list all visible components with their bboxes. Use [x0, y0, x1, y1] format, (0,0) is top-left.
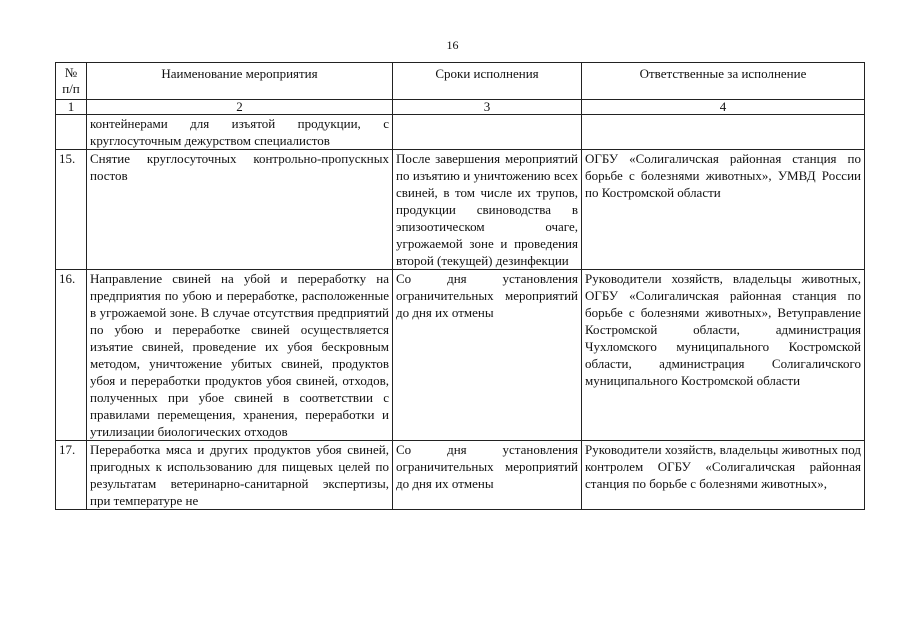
column-number: 4 [582, 100, 865, 115]
row-deadline: После завершения мероприятий по изъятию и уничтожению всех свиней, в том числе их трупов, продукции свиноводства в эпизоотическом очаге, угрожаемой зоне и проведения второй (текущей) дезинфекции [393, 150, 582, 270]
column-number: 3 [393, 100, 582, 115]
column-number: 2 [87, 100, 393, 115]
row-deadline [393, 115, 582, 150]
row-num: 15. [56, 150, 87, 270]
table-row [56, 115, 865, 150]
row-num: 16. [56, 270, 87, 441]
page-number: 16 [446, 38, 459, 52]
table-row [56, 150, 865, 270]
row-name: Направление свиней на убой и переработку на предприятия по убою и переработке, расположенные в угрожаемой зоне. В случае отсутствия предприятий по убою и переработке свиней осуществляется изъятие свиней, проведение их убоя бескровным методом, уничтожение убитых свиней, продуктов убоя и переработки продуктов убоя свиней, отходов, полученных при убое свиней в соответствии с правилами перемещения, хранения, переработки и утилизации биологических отходов [87, 270, 393, 441]
column-numbers-row [56, 100, 865, 115]
row-name: Снятие круглосуточных контрольно-пропускных постов [87, 150, 393, 270]
header-responsible: Ответственные за исполнение [582, 63, 865, 100]
header-name: Наименование мероприятия [87, 63, 393, 100]
row-name: Переработка мяса и других продуктов убоя свиней, пригодных к использованию для пищевых целей по результатам ветеринарно-санитарной экспертизы, при температуре не [87, 441, 393, 510]
row-responsible: Руководители хозяйств, владельцы животных, ОГБУ «Солигаличская районная станция по борьбе с болезнями животных», Ветуправление Костромской области, администрация Чухломского муниципального Костромской области, администрация Солигаличского муниципального Костромской области [582, 270, 865, 441]
row-name: контейнерами для изъятой продукции, с круглосуточным дежурством специалистов [87, 115, 393, 150]
row-responsible: Руководители хозяйств, владельцы животных под контролем ОГБУ «Солигаличская районная станция по борьбе с болезнями животных», [582, 441, 865, 510]
row-num: 17. [56, 441, 87, 510]
table-row [56, 441, 865, 510]
row-deadline: Со дня установления ограничительных мероприятий до дня их отмены [393, 270, 582, 441]
row-responsible [582, 115, 865, 150]
row-num [56, 115, 87, 150]
table-row [56, 270, 865, 441]
measures-table [55, 62, 865, 510]
row-deadline: Со дня установления ограничительных мероприятий до дня их отмены [393, 441, 582, 510]
header-deadline: Сроки исполнения [393, 63, 582, 100]
column-number: 1 [56, 100, 87, 115]
header-num: № п/п [56, 63, 87, 100]
table-header-row [56, 63, 865, 100]
row-responsible: ОГБУ «Солигаличская районная станция по борьбе с болезнями животных», УМВД России по Костромской области [582, 150, 865, 270]
